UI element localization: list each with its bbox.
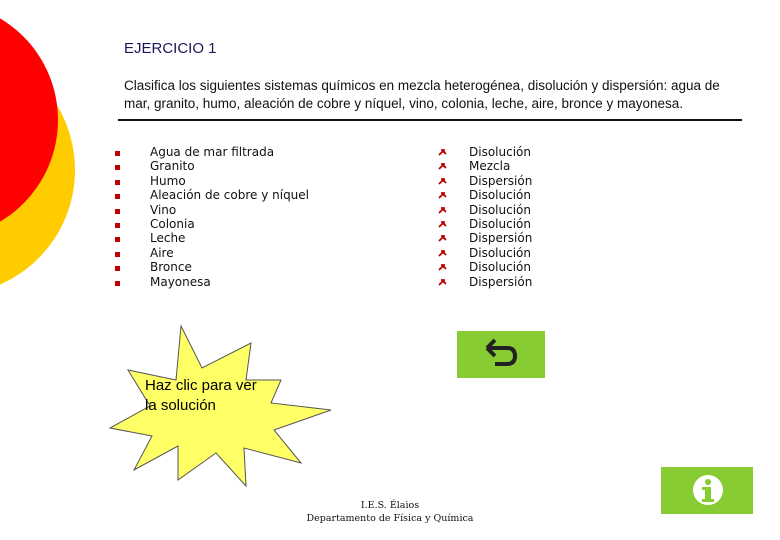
substance-item: [150, 145, 309, 159]
square-bullet-icon: [115, 151, 120, 156]
square-bullet-icon: [115, 180, 120, 185]
substance-item: [150, 174, 309, 188]
answer-item: [469, 231, 532, 245]
show-solution-label[interactable]: [145, 376, 295, 416]
answer-item: [469, 246, 532, 260]
footer: [290, 499, 490, 525]
answer-item: [469, 159, 532, 173]
square-bullet-icon: [115, 281, 120, 286]
answer-label: Disolución: [469, 202, 531, 217]
arrow-bullet-icon: [438, 220, 448, 230]
answer-item: [469, 188, 532, 202]
exercise-statement: Clasifica los siguientes sistemas químicos en mezcla heterogénea, disolución y dispersión: agua de mar, granito, humo, aleación de cobre y níquel, vino, colonia, leche, aire, bronce y mayonesa.: [124, 78, 720, 111]
arrow-bullet-icon: [438, 278, 448, 288]
answer-label: Dispersión: [469, 231, 533, 246]
answer-label: Disolución: [469, 188, 531, 203]
substance-label: Humo: [150, 173, 186, 188]
substance-label: Aire: [150, 245, 174, 260]
substance-label: Bronce: [150, 260, 192, 275]
substance-item: [150, 217, 309, 231]
answer-label: Disolución: [469, 217, 531, 232]
answer-item: [469, 203, 532, 217]
square-bullet-icon: [115, 266, 120, 271]
square-bullet-icon: [115, 223, 120, 228]
square-bullet-icon: [115, 237, 120, 242]
substance-label: Mayonesa: [150, 274, 211, 289]
answer-label: Disolución: [469, 145, 531, 159]
info-icon: [691, 472, 725, 508]
decorative-circles: [0, 0, 120, 300]
answer-label: Disolución: [469, 260, 531, 275]
show-solution-line1[interactable]: Haz clic para ver: [145, 377, 257, 394]
answer-label: Disolución: [469, 245, 531, 260]
substance-item: [150, 159, 309, 173]
substance-label: Agua de mar filtrada: [150, 145, 275, 159]
arrow-bullet-icon: [438, 206, 448, 216]
substance-item: [150, 188, 309, 202]
answer-item: [469, 275, 532, 289]
arrow-bullet-icon: [438, 177, 448, 187]
substance-label: Colonia: [150, 217, 195, 232]
answer-item: [469, 174, 532, 188]
footer-department: Departamento de Física y Química: [306, 513, 474, 524]
square-bullet-icon: [115, 209, 120, 214]
arrow-bullet-icon: [438, 162, 448, 172]
answer-label: Mezcla: [469, 159, 511, 174]
substance-item: [150, 203, 309, 217]
back-button[interactable]: [457, 331, 545, 378]
answer-label: Dispersión: [469, 173, 533, 188]
exercise-title: EJERCICIO 1: [124, 40, 217, 57]
substance-item: [150, 231, 309, 245]
substance-label: Leche: [150, 231, 186, 246]
footer-school: I.E.S. Élaios: [360, 500, 420, 511]
arrow-bullet-icon: [438, 148, 448, 158]
substance-label: Aleación de cobre y níquel: [150, 188, 310, 203]
return-arrow-icon: [481, 336, 521, 372]
substance-label: Granito: [150, 159, 195, 174]
substance-label: Vino: [150, 202, 177, 217]
answer-item: [469, 260, 532, 274]
substance-item: [150, 275, 309, 289]
substance-item: [150, 260, 309, 274]
arrow-bullet-icon: [438, 263, 448, 273]
answer-label: Dispersión: [469, 274, 533, 289]
substance-list: [150, 145, 309, 289]
substance-item: [150, 246, 309, 260]
divider-line: [118, 119, 742, 121]
info-button[interactable]: [661, 467, 753, 514]
arrow-bullet-icon: [438, 191, 448, 201]
show-solution-line2[interactable]: la solución: [145, 397, 216, 414]
answer-list: [469, 145, 532, 289]
arrow-bullet-icon: [438, 234, 448, 244]
answer-item: [469, 145, 532, 159]
square-bullet-icon: [115, 194, 120, 199]
square-bullet-icon: [115, 165, 120, 170]
answer-item: [469, 217, 532, 231]
arrow-bullet-icon: [438, 249, 448, 259]
square-bullet-icon: [115, 252, 120, 257]
